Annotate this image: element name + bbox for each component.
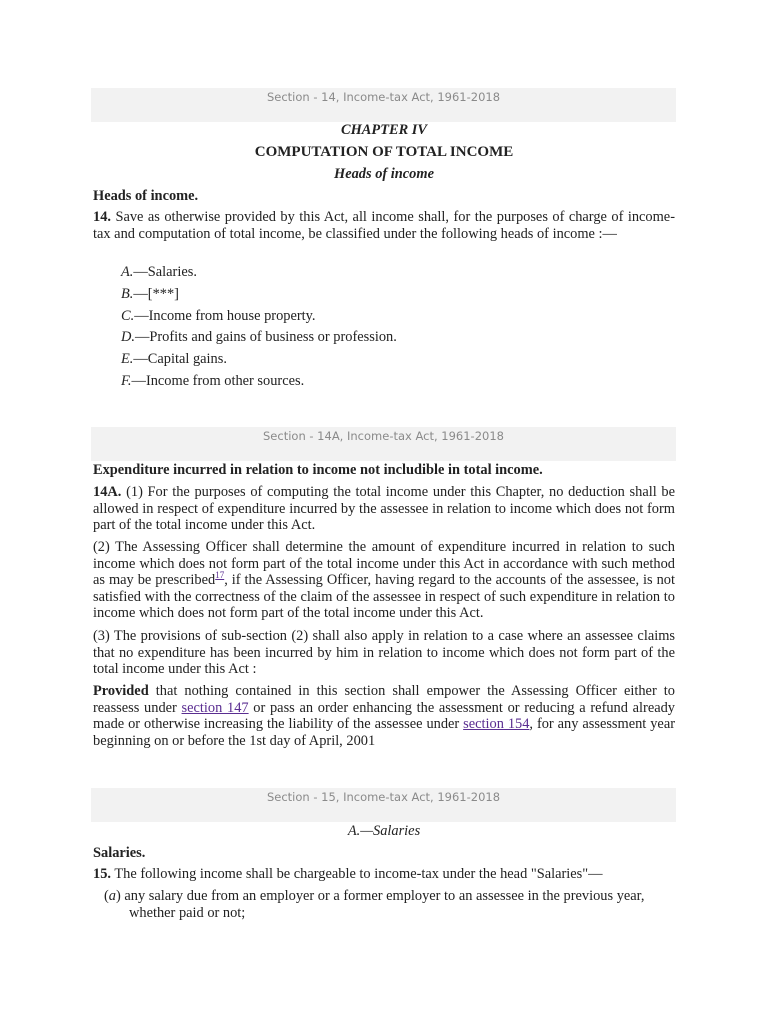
section-15-header-text: Section - 15, Income-tax Act, 1961-2018: [266, 790, 501, 804]
section-14-number: 14.: [93, 209, 111, 225]
section-15-number: 15.: [93, 866, 111, 882]
item-letter: E.: [121, 351, 134, 367]
section-14a-para-3: (3) The provisions of sub-section (2) shall also apply in relation to a case where an assessee claims that no expenditure has been incurred by him in relation to income which does not form part of the total income under this Act :: [93, 628, 675, 678]
item-letter: B.: [121, 286, 134, 302]
section-14a-p2a-text: (2) The Assessing Officer shall determine the amount of expenditure incurred in relation to such income which does not form part of the total income under this Act in accordance with such method as may be prescribed: [93, 539, 675, 589]
chapter-title: COMPUTATION OF TOTAL INCOME: [254, 144, 514, 160]
section-14a-p2b-text: , if the Assessing Officer, having regard to the accounts of the assessee, is not satisfied with the correctness of the claim of the assessee in respect of such expenditure in relation to income which does not form part of the total income under this Act.: [93, 572, 675, 622]
item-text: —Capital gains.: [133, 351, 227, 367]
item-a-label: a: [108, 888, 116, 904]
section-15-header: [91, 788, 676, 822]
section-15-item-a-continued: whether paid or not;: [129, 905, 246, 921]
section-14-header: [91, 88, 676, 122]
proviso-text-b: or pass an order enhancing the assessment or reducing a refund already made or otherwise increasing the liability of the assessee under: [93, 699, 675, 733]
item-text: —Income from house property.: [134, 308, 316, 324]
section-14a-header: [91, 427, 676, 461]
list-item: [121, 308, 316, 325]
item-text: —Income from other sources.: [131, 373, 305, 389]
section-14a-heading: Expenditure incurred in relation to income not includible in total income.: [93, 462, 543, 478]
list-item: [121, 351, 227, 368]
section-154-link[interactable]: section 154: [463, 716, 530, 733]
item-text: —Profits and gains of business or profession.: [135, 329, 397, 345]
chapter-label: CHAPTER IV: [341, 122, 427, 138]
section-15-heading: Salaries.: [93, 845, 146, 861]
section-14-paragraph: [93, 209, 675, 242]
section-14a-proviso: [93, 683, 675, 749]
section-14a-number: 14A.: [93, 484, 122, 500]
list-item: [121, 373, 304, 390]
section-15-item-a: (a) any salary due from an employer or a former employer to an assessee in the previous year,: [104, 888, 645, 904]
section-15-text: The following income shall be chargeable to income-tax under the head "Salaries"—: [114, 866, 603, 882]
item-letter: D.: [121, 329, 135, 345]
section-14a-para-1: [93, 484, 675, 534]
list-item: [121, 264, 197, 281]
section-14-heading: Heads of income.: [93, 188, 199, 204]
section-15-paragraph: [93, 866, 675, 883]
section-14a-header-text: Section - 14A, Income-tax Act, 1961-2018: [263, 429, 504, 443]
section-14a-p1-text: (1) For the purposes of computing the total income under this Chapter, no deduction shall be allowed in respect of expenditure incurred by the assessee in relation to income which does not form part of the total income under this Act.: [93, 484, 675, 534]
proviso-text-c: , for any assessment year beginning on or before the 1st day of April, 2001: [93, 716, 675, 749]
heads-of-income-subtitle: Heads of income: [334, 166, 434, 182]
salaries-subtitle: A.—Salaries: [347, 823, 421, 839]
section-14-header-text: Section - 14, Income-tax Act, 1961-2018: [266, 90, 501, 104]
section-14a-para-2: [93, 539, 675, 622]
list-item: [121, 329, 397, 346]
item-letter: F.: [121, 373, 132, 389]
proviso-text-a: that nothing contained in this section shall empower the Assessing Officer either to reassess under: [93, 683, 675, 716]
item-text: —[***]: [133, 286, 179, 302]
item-letter: A.: [121, 264, 134, 280]
item-letter: C.: [121, 308, 135, 324]
section-147-link[interactable]: section 147: [181, 699, 249, 716]
item-a-text: any salary due from an employer or a former employer to an assessee in the previous year,: [124, 888, 645, 904]
list-item: [121, 286, 179, 303]
item-text: —Salaries.: [133, 264, 197, 280]
proviso-label: Provided: [93, 683, 149, 699]
footnote-17-link[interactable]: 17: [215, 570, 225, 581]
section-14-text: Save as otherwise provided by this Act, all income shall, for the purposes of charge of income-tax and computation of total income, be classified under the following heads of income :—: [93, 209, 675, 242]
